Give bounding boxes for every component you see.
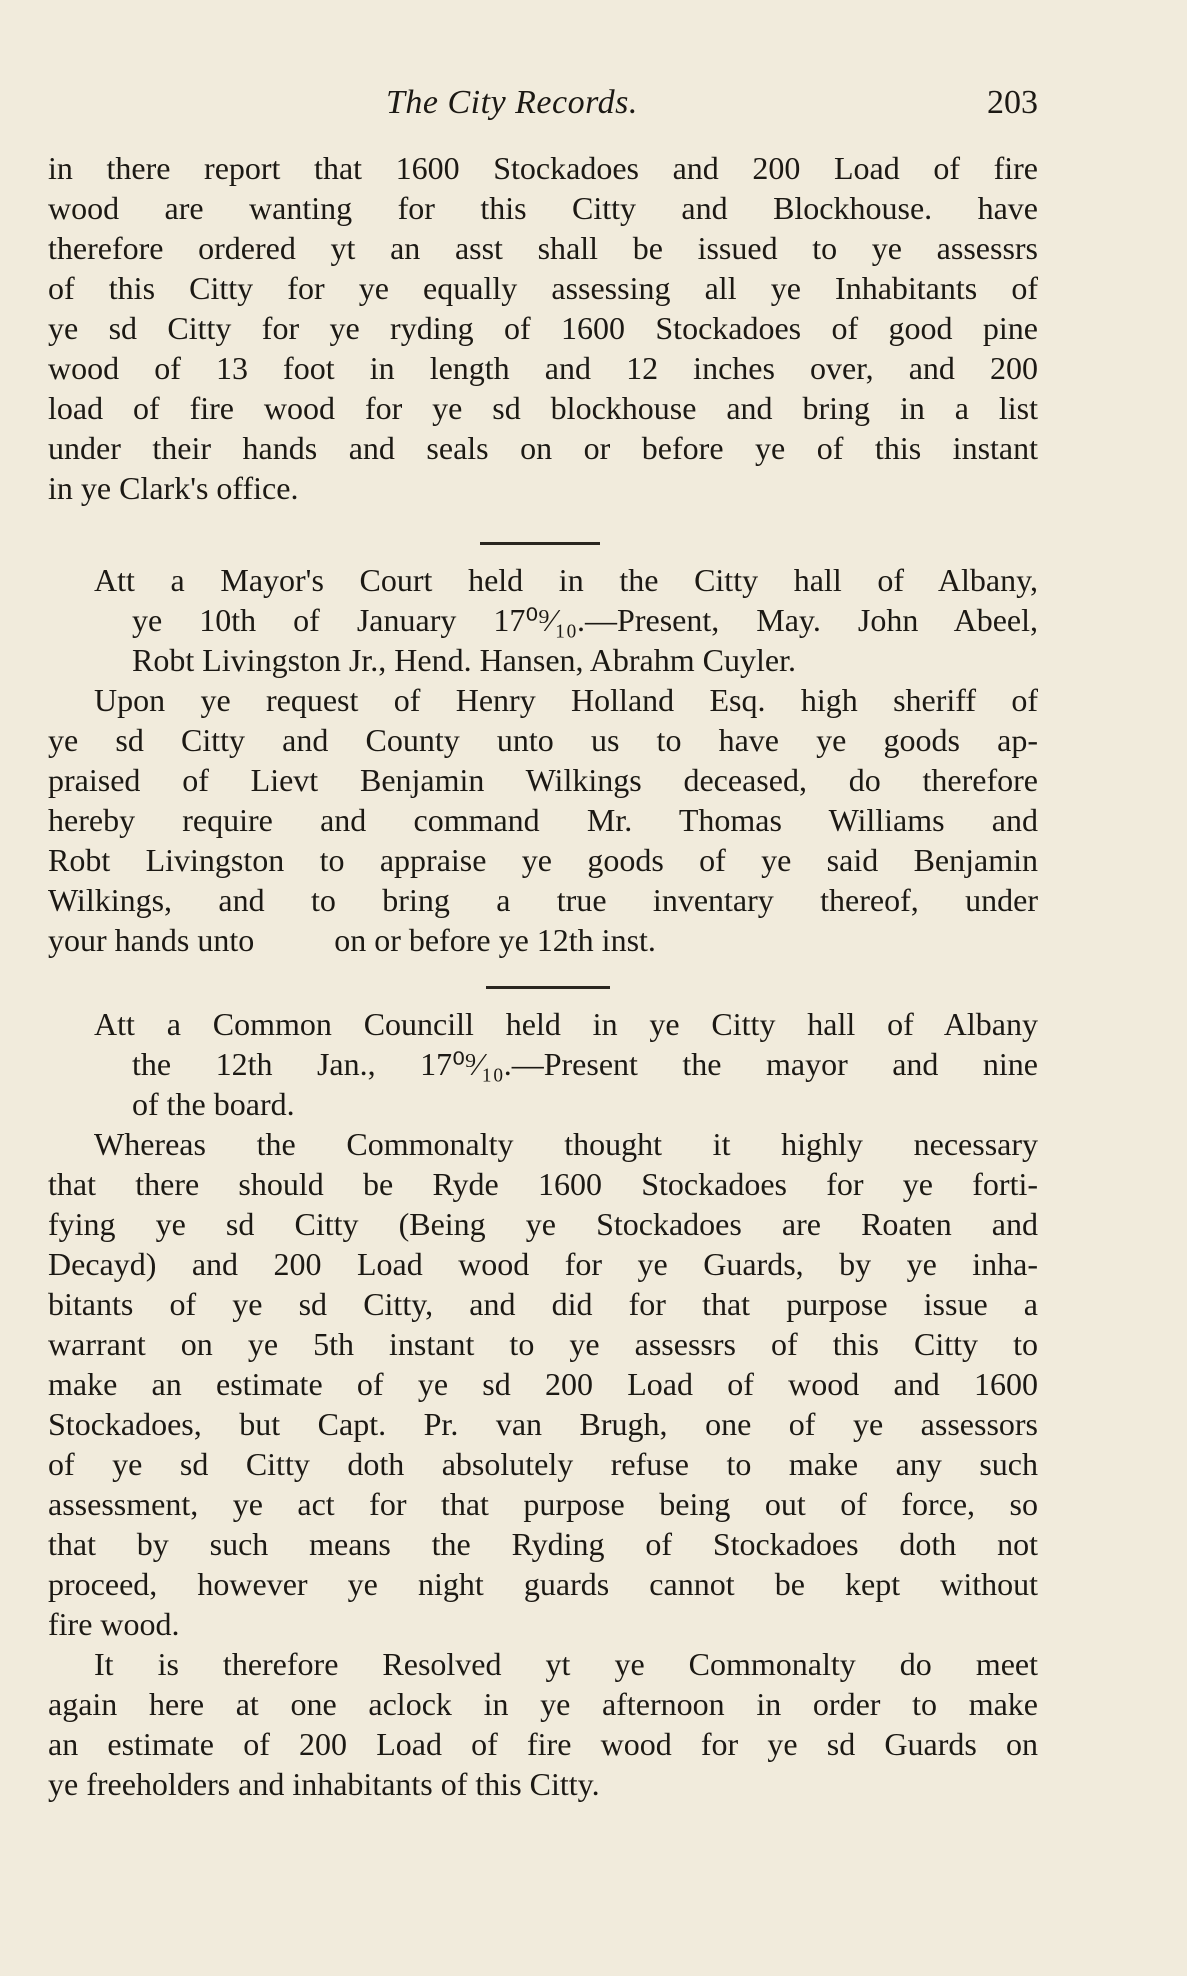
text-line: that by such means the Ryding of Stockadoes doth not xyxy=(48,1526,1038,1562)
text-line: Robt Livingston Jr., Hend. Hansen, Abrahm Cuyler. xyxy=(132,642,796,678)
text-line: your hands unto on or before ye 12th inst. xyxy=(48,922,656,958)
text-line: fying ye sd Citty (Being ye Stockadoes are Roaten and xyxy=(48,1206,1038,1242)
text-line: the 12th Jan., 17⁰⁹⁄₁₀.—Present the mayor and nine xyxy=(132,1046,1038,1082)
text-line: Decayd) and 200 Load wood for ye Guards, by ye inha- xyxy=(48,1246,1038,1282)
paragraph-stockadoes-order xyxy=(48,148,1038,508)
text-line: of ye sd Citty doth absolutely refuse to make any such xyxy=(48,1446,1038,1482)
text-line: Att a Mayor's Court held in the Citty hall of Albany, xyxy=(94,562,1038,598)
running-title: The City Records. xyxy=(386,84,638,121)
text-line: ye 10th of January 17⁰⁹⁄₁₀.—Present, May. John Abeel, xyxy=(132,602,1038,638)
text-line: bitants of ye sd Citty, and did for that purpose issue a xyxy=(48,1286,1038,1322)
text-line: of this Citty for ye equally assessing all ye Inhabitants of xyxy=(48,270,1038,306)
text-line: Robt Livingston to appraise ye goods of ye said Benjamin xyxy=(48,842,1038,878)
text-line: proceed, however ye night guards cannot be kept without xyxy=(48,1566,1038,1602)
text-line: make an estimate of ye sd 200 Load of wood and 1600 xyxy=(48,1366,1038,1402)
text-line: in there report that 1600 Stockadoes and 200 Load of fire xyxy=(48,150,1038,186)
text-line: of the board. xyxy=(132,1086,295,1122)
text-line: assessment, ye act for that purpose being out of force, so xyxy=(48,1486,1038,1522)
text-line: under their hands and seals on or before ye of this instant xyxy=(48,430,1038,466)
text-line: load of fire wood for ye sd blockhouse and bring in a list xyxy=(48,390,1038,426)
text-line: fire wood. xyxy=(48,1606,180,1642)
text-line: Whereas the Commonalty thought it highly necessary xyxy=(94,1126,1038,1162)
paragraph-common-council xyxy=(48,1004,1038,1804)
text-line: again here at one aclock in ye afternoon in order to make xyxy=(48,1686,1038,1722)
paragraph-mayors-court xyxy=(48,560,1038,960)
text-line: an estimate of 200 Load of fire wood for ye sd Guards on xyxy=(48,1726,1038,1762)
text-line: praised of Lievt Benjamin Wilkings deceased, do therefore xyxy=(48,762,1038,798)
text-line: wood of 13 foot in length and 12 inches over, and 200 xyxy=(48,350,1038,386)
text-line: that there should be Ryde 1600 Stockadoes for ye forti- xyxy=(48,1166,1038,1202)
page-header xyxy=(48,84,1038,134)
text-line: ye sd Citty and County unto us to have ye goods ap- xyxy=(48,722,1038,758)
text-line: in ye Clark's office. xyxy=(48,470,299,506)
text-line: It is therefore Resolved yt ye Commonalty do meet xyxy=(94,1646,1038,1682)
text-line: Att a Common Councill held in ye Citty hall of Albany xyxy=(94,1006,1038,1042)
text-line: ye sd Citty for ye ryding of 1600 Stockadoes of good pine xyxy=(48,310,1038,346)
text-line: hereby require and command Mr. Thomas Williams and xyxy=(48,802,1038,838)
text-line: wood are wanting for this Citty and Blockhouse. have xyxy=(48,190,1038,226)
text-line: warrant on ye 5th instant to ye assessrs of this Citty to xyxy=(48,1326,1038,1362)
text-line: ye freeholders and inhabitants of this Citty. xyxy=(48,1766,600,1802)
page-number: 203 xyxy=(987,84,1038,121)
text-line: Stockadoes, but Capt. Pr. van Brugh, one of ye assessors xyxy=(48,1406,1038,1442)
text-line: Upon ye request of Henry Holland Esq. high sheriff of xyxy=(94,682,1038,718)
text-line: therefore ordered yt an asst shall be issued to ye assessrs xyxy=(48,230,1038,266)
text-line: Wilkings, and to bring a true inventary thereof, under xyxy=(48,882,1038,918)
section-divider xyxy=(480,542,600,545)
section-divider xyxy=(486,986,610,989)
